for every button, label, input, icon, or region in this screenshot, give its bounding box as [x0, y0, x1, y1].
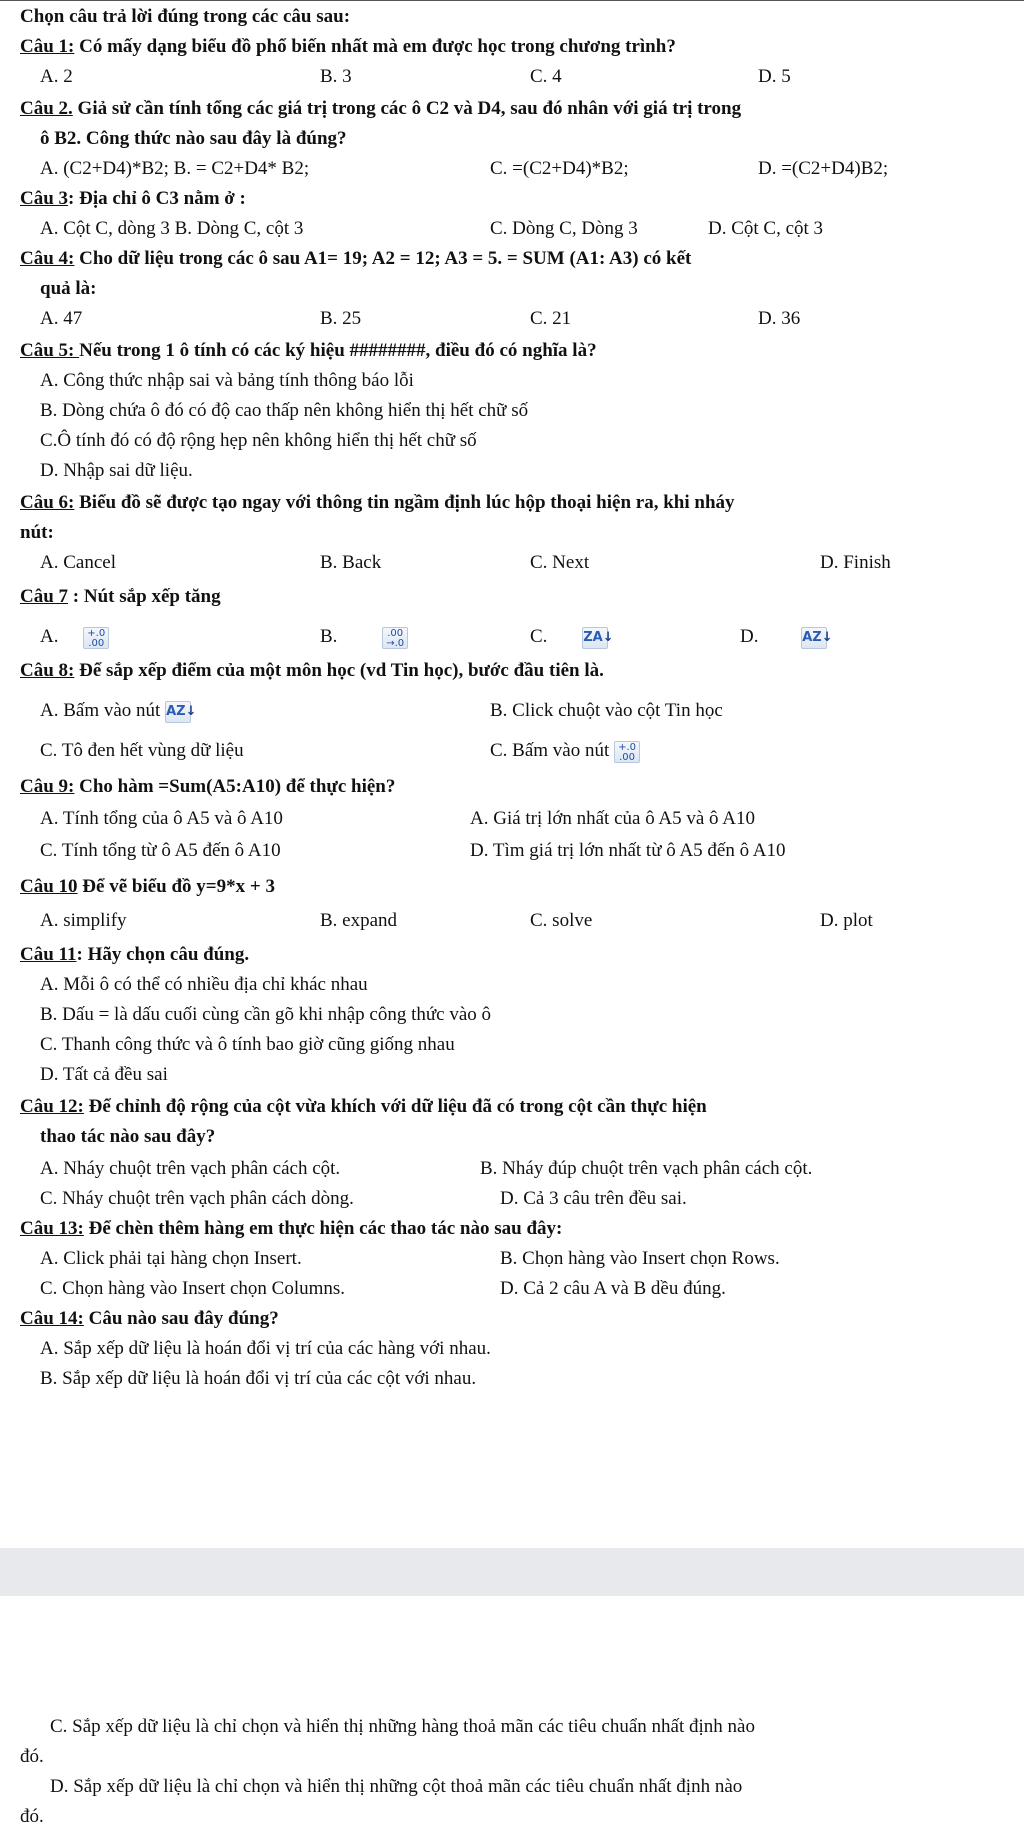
question-label: Câu 14: [20, 1308, 84, 1329]
q4-option-a: A. 47 [40, 308, 83, 329]
option-letter: C. [530, 626, 548, 647]
q4-option-c: C. 21 [530, 308, 572, 329]
q14-option-b: B. Sắp xếp dữ liệu là hoán đổi vị trí của các cột với nhau. [40, 1368, 477, 1389]
q12-option-b: B. Nháy đúp chuột trên vạch phân cách cột. [480, 1158, 813, 1179]
q12-option-a: A. Nháy chuột trên vạch phân cách cột. [40, 1158, 341, 1179]
q3-option-d: D. Cột C, cột 3 [708, 218, 824, 239]
q9-option-a: A. Tính tổng của ô A5 và ô A10 [40, 808, 283, 829]
q6-option-c: C. Next [530, 552, 590, 573]
decrease-decimal-icon: .00 →.0 [382, 627, 408, 649]
q5-option-d: D. Nhập sai dữ liệu. [40, 460, 193, 481]
q5-option-a: A. Công thức nhập sai và bảng tính thông báo lỗi [40, 370, 414, 391]
q8-option-d: C. Bấm vào nút +.0 .00 [490, 740, 640, 763]
q2-option-ab: A. (C2+D4)*B2; B. = C2+D4* B2; [40, 158, 310, 179]
option-letter: D. [740, 626, 759, 647]
sort-descending-icon: ZA↓ [582, 627, 608, 649]
question-label: Câu 4: [20, 248, 75, 269]
q14-option-d-cont: đó. [20, 1806, 44, 1827]
q10-option-c: C. solve [530, 910, 593, 931]
q9-option-b: A. Giá trị lớn nhất của ô A5 và ô A10 [470, 808, 755, 829]
q4-option-d: D. 36 [758, 308, 801, 329]
question-14 [20, 1308, 279, 1330]
question-12-cont: thao tác nào sau đây? [40, 1126, 216, 1147]
q13-option-c: C. Chọn hàng vào Insert chọn Columns. [40, 1278, 346, 1299]
q10-option-d: D. plot [820, 910, 873, 931]
option-letter: B. [320, 626, 338, 647]
q3-option-ab: A. Cột C, dòng 3 B. Dòng C, cột 3 [40, 218, 304, 239]
question-text: Có mấy dạng biểu đồ phổ biến nhất mà em được học trong chương trình? [74, 36, 676, 57]
q2-option-c: C. =(C2+D4)*B2; [490, 158, 629, 179]
q14-option-d: D. Sắp xếp dữ liệu là chỉ chọn và hiển thị những cột thoả mãn các tiêu chuẩn nhất định nào [50, 1776, 743, 1797]
question-label: Câu 3 [20, 188, 69, 209]
question-label: Câu 9: [20, 776, 75, 797]
sort-ascending-icon: AZ↓ [801, 627, 827, 649]
q4-option-b: B. 25 [320, 308, 362, 329]
option-letter: A. [40, 626, 59, 647]
q3-option-c: C. Dòng C, Dòng 3 [490, 218, 638, 239]
q12-option-c: C. Nháy chuột trên vạch phân cách dòng. [40, 1188, 354, 1209]
q14-option-c: C. Sắp xếp dữ liệu là chỉ chọn và hiển thị những hàng thoả mãn các tiêu chuẩn nhất định nào [50, 1716, 755, 1737]
q1-option-b: B. 3 [320, 66, 352, 87]
question-text: Cho hàm =Sum(A5:A10) để thực hiện? [74, 776, 396, 797]
q6-option-a: A. Cancel [40, 552, 116, 573]
question-2 [20, 98, 741, 120]
q2-option-d: D. =(C2+D4)B2; [758, 158, 889, 179]
q7-option-b [320, 626, 408, 649]
question-7 [20, 586, 221, 608]
question-text: Nếu trong 1 ô tính có các ký hiệu ########, điều đó có nghĩa là? [79, 340, 597, 361]
question-label: Câu 5: [20, 340, 80, 361]
q11-option-c: C. Thanh công thức và ô tính bao giờ cũng giống nhau [40, 1034, 455, 1055]
question-text: : Địa chỉ ô C3 nằm ở : [68, 188, 246, 209]
q6-option-b: B. Back [320, 552, 382, 573]
question-label: Câu 7 [20, 586, 69, 607]
increase-decimal-icon: +.0 .00 [83, 627, 109, 649]
question-text: : Hãy chọn câu đúng. [76, 944, 250, 965]
q14-option-a: A. Sắp xếp dữ liệu là hoán đổi vị trí của các hàng với nhau. [40, 1338, 491, 1359]
question-12 [20, 1096, 707, 1118]
q1-option-a: A. 2 [40, 66, 73, 87]
q11-option-b: B. Dấu = là dấu cuối cùng cần gõ khi nhập công thức vào ô [40, 1004, 492, 1025]
question-6 [20, 492, 735, 514]
question-1 [20, 36, 676, 58]
question-label: Câu 12: [20, 1096, 84, 1117]
q1-option-d: D. 5 [758, 66, 791, 87]
q5-option-b: B. Dòng chứa ô đó có độ cao thấp nên không hiển thị hết chữ số [40, 400, 529, 421]
question-text: Để chèn thêm hàng em thực hiện các thao tác nào sau đây: [83, 1218, 563, 1239]
q13-option-b: B. Chọn hàng vào Insert chọn Rows. [500, 1248, 780, 1269]
question-9 [20, 776, 395, 798]
question-text: Giả sử cần tính tổng các giá trị trong các ô C2 và D4, sau đó nhân với giá trị trong [72, 98, 742, 119]
question-label: Câu 6: [20, 492, 75, 513]
question-text: Cho dữ liệu trong các ô sau A1= 19; A2 = 12; A3 = 5. = SUM (A1: A3) có kết [74, 248, 692, 269]
question-label: Câu 2. [20, 98, 73, 119]
question-4-cont: quả là: [40, 278, 97, 299]
question-label: Câu 1: [20, 36, 75, 57]
q11-option-a: A. Mỗi ô có thể có nhiều địa chỉ khác nhau [40, 974, 368, 995]
question-6-cont: nút: [20, 522, 54, 543]
q9-option-d: D. Tìm giá trị lớn nhất từ ô A5 đến ô A10 [470, 840, 786, 861]
q6-option-d: D. Finish [820, 552, 891, 573]
q10-option-a: A. simplify [40, 910, 127, 931]
q7-option-a [40, 626, 109, 649]
increase-decimal-icon: +.0 .00 [614, 741, 640, 763]
q11-option-d: D. Tất cả đều sai [40, 1064, 168, 1085]
question-13 [20, 1218, 562, 1240]
q8-option-a: A. Bấm vào nút AZ↓ [40, 700, 197, 721]
question-text: : Nút sắp xếp tăng [68, 586, 221, 607]
question-text: Biểu đồ sẽ được tạo ngay với thông tin ngầm định lúc hộp thoại hiện ra, khi nháy [74, 492, 735, 513]
question-10 [20, 876, 275, 898]
q14-option-c-cont: đó. [20, 1746, 44, 1767]
instruction: Chọn câu trả lời đúng trong các câu sau: [20, 6, 351, 27]
q5-option-c: C.Ô tính đó có độ rộng hẹp nên không hiển thị hết chữ số [40, 430, 477, 451]
question-11 [20, 944, 249, 966]
question-label: Câu 13: [20, 1218, 84, 1239]
q13-option-a: A. Click phải tại hàng chọn Insert. [40, 1248, 302, 1269]
question-4 [20, 248, 691, 270]
question-text: Để sắp xếp điểm của một môn học (vd Tin học), bước đầu tiên là. [74, 660, 604, 681]
sort-ascending-icon: AZ↓ [165, 701, 191, 723]
question-text: Để vẽ biểu đồ y=9*x + 3 [77, 876, 275, 897]
q8-option-b: B. Click chuột vào cột Tin học [490, 700, 723, 721]
top-border [0, 0, 1024, 1]
q10-option-b: B. expand [320, 910, 398, 931]
question-8 [20, 660, 604, 682]
q1-option-c: C. 4 [530, 66, 562, 87]
question-text: Câu nào sau đây đúng? [83, 1308, 279, 1329]
question-label: Câu 10 [20, 876, 78, 897]
q9-option-c: C. Tính tổng từ ô A5 đến ô A10 [40, 840, 281, 861]
question-2-cont: ô B2. Công thức nào sau đây là đúng? [40, 128, 347, 149]
question-3 [20, 188, 246, 210]
q7-option-c [530, 626, 614, 649]
q7-option-d [740, 626, 833, 649]
page-break-gap [0, 1548, 1024, 1596]
q8-option-c: C. Tô đen hết vùng dữ liệu [40, 740, 244, 761]
question-text: Để chỉnh độ rộng của cột vừa khích với dữ liệu đã có trong cột cần thực hiện [83, 1096, 707, 1117]
q12-option-d: D. Cả 3 câu trên đều sai. [500, 1188, 687, 1209]
question-label: Câu 11 [20, 944, 77, 965]
question-5 [20, 340, 597, 362]
question-label: Câu 8: [20, 660, 75, 681]
q13-option-d: D. Cả 2 câu A và B dều đúng. [500, 1278, 726, 1299]
